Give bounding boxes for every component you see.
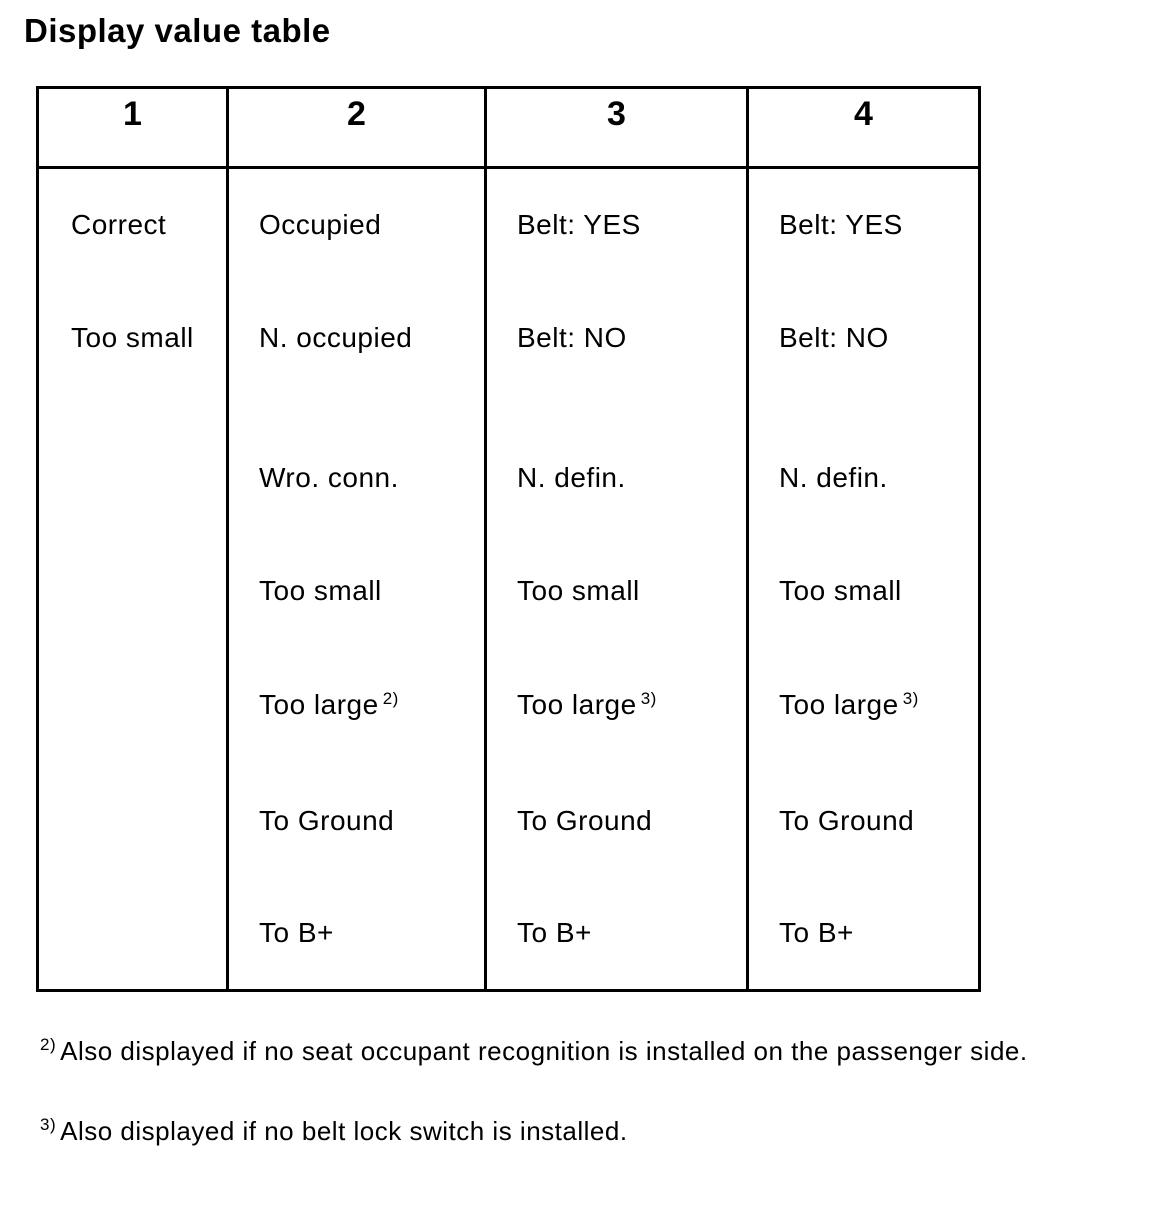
footnote-text: Also displayed if no belt lock switch is installed. — [60, 1116, 628, 1146]
list-item — [517, 209, 641, 241]
list-item — [517, 322, 627, 354]
display-value-text: Belt: NO — [779, 322, 889, 353]
column-2-cell — [228, 168, 486, 991]
list-item — [517, 805, 652, 837]
footnote-reference: 2) — [382, 688, 399, 708]
display-value-text: Too small — [517, 575, 640, 606]
footnote-text: Also displayed if no seat occupant recognition is installed on the passenger side. — [60, 1036, 1028, 1066]
column-header-3: 3 — [486, 88, 748, 168]
table-header-row — [38, 88, 980, 168]
display-value-text: To Ground — [779, 805, 915, 836]
list-item — [71, 322, 194, 354]
page-title: Display value table — [24, 12, 331, 49]
footnote-reference: 3) — [640, 688, 657, 708]
list-item — [517, 917, 592, 949]
list-item — [259, 462, 399, 494]
table-row — [38, 168, 980, 991]
display-value-text: N. defin. — [779, 462, 888, 493]
display-value-text: Too large — [259, 689, 379, 720]
display-value-text: N. defin. — [517, 462, 626, 493]
list-item — [779, 462, 888, 494]
list-item — [779, 917, 854, 949]
display-value-text: Correct — [71, 209, 167, 240]
list-item — [517, 575, 640, 607]
display-value-text: Belt: YES — [779, 209, 903, 240]
list-item — [71, 209, 166, 241]
column-4-cell — [748, 168, 980, 991]
display-value-text: To B+ — [779, 917, 854, 948]
display-value-text: Too small — [259, 575, 382, 606]
column-header-4: 4 — [748, 88, 980, 168]
display-value-text: Belt: NO — [517, 322, 627, 353]
display-value-text: To B+ — [517, 917, 592, 948]
list-item — [259, 575, 382, 607]
list-item — [779, 575, 902, 607]
footnote-3 — [40, 1116, 628, 1147]
display-value-text: To Ground — [517, 805, 653, 836]
list-item — [779, 805, 914, 837]
column-header-1: 1 — [38, 88, 228, 168]
list-item — [259, 322, 412, 354]
list-item — [779, 689, 919, 721]
display-value-table — [36, 86, 981, 992]
list-item — [259, 805, 394, 837]
list-item — [259, 209, 381, 241]
display-value-text: N. occupied — [259, 322, 413, 353]
display-value-text: Too large — [779, 689, 899, 720]
column-1-cell — [38, 168, 228, 991]
list-item — [259, 689, 399, 721]
display-value-text: Too large — [517, 689, 637, 720]
list-item — [259, 917, 334, 949]
column-header-2: 2 — [228, 88, 486, 168]
list-item — [779, 322, 889, 354]
footnote-mark: 3) — [40, 1115, 57, 1135]
list-item — [779, 209, 903, 241]
column-3-cell — [486, 168, 748, 991]
display-value-text: To Ground — [259, 805, 395, 836]
display-value-text: Occupied — [259, 209, 382, 240]
footnote-reference: 3) — [902, 688, 919, 708]
list-item — [517, 462, 626, 494]
display-value-text: Belt: YES — [517, 209, 641, 240]
display-value-text: Wro. conn. — [259, 462, 399, 493]
footnote-mark: 2) — [40, 1035, 57, 1055]
display-value-text: Too small — [779, 575, 902, 606]
display-value-text: Too small — [71, 322, 194, 353]
list-item — [517, 689, 657, 721]
footnote-2 — [40, 1036, 1028, 1067]
display-value-text: To B+ — [259, 917, 334, 948]
